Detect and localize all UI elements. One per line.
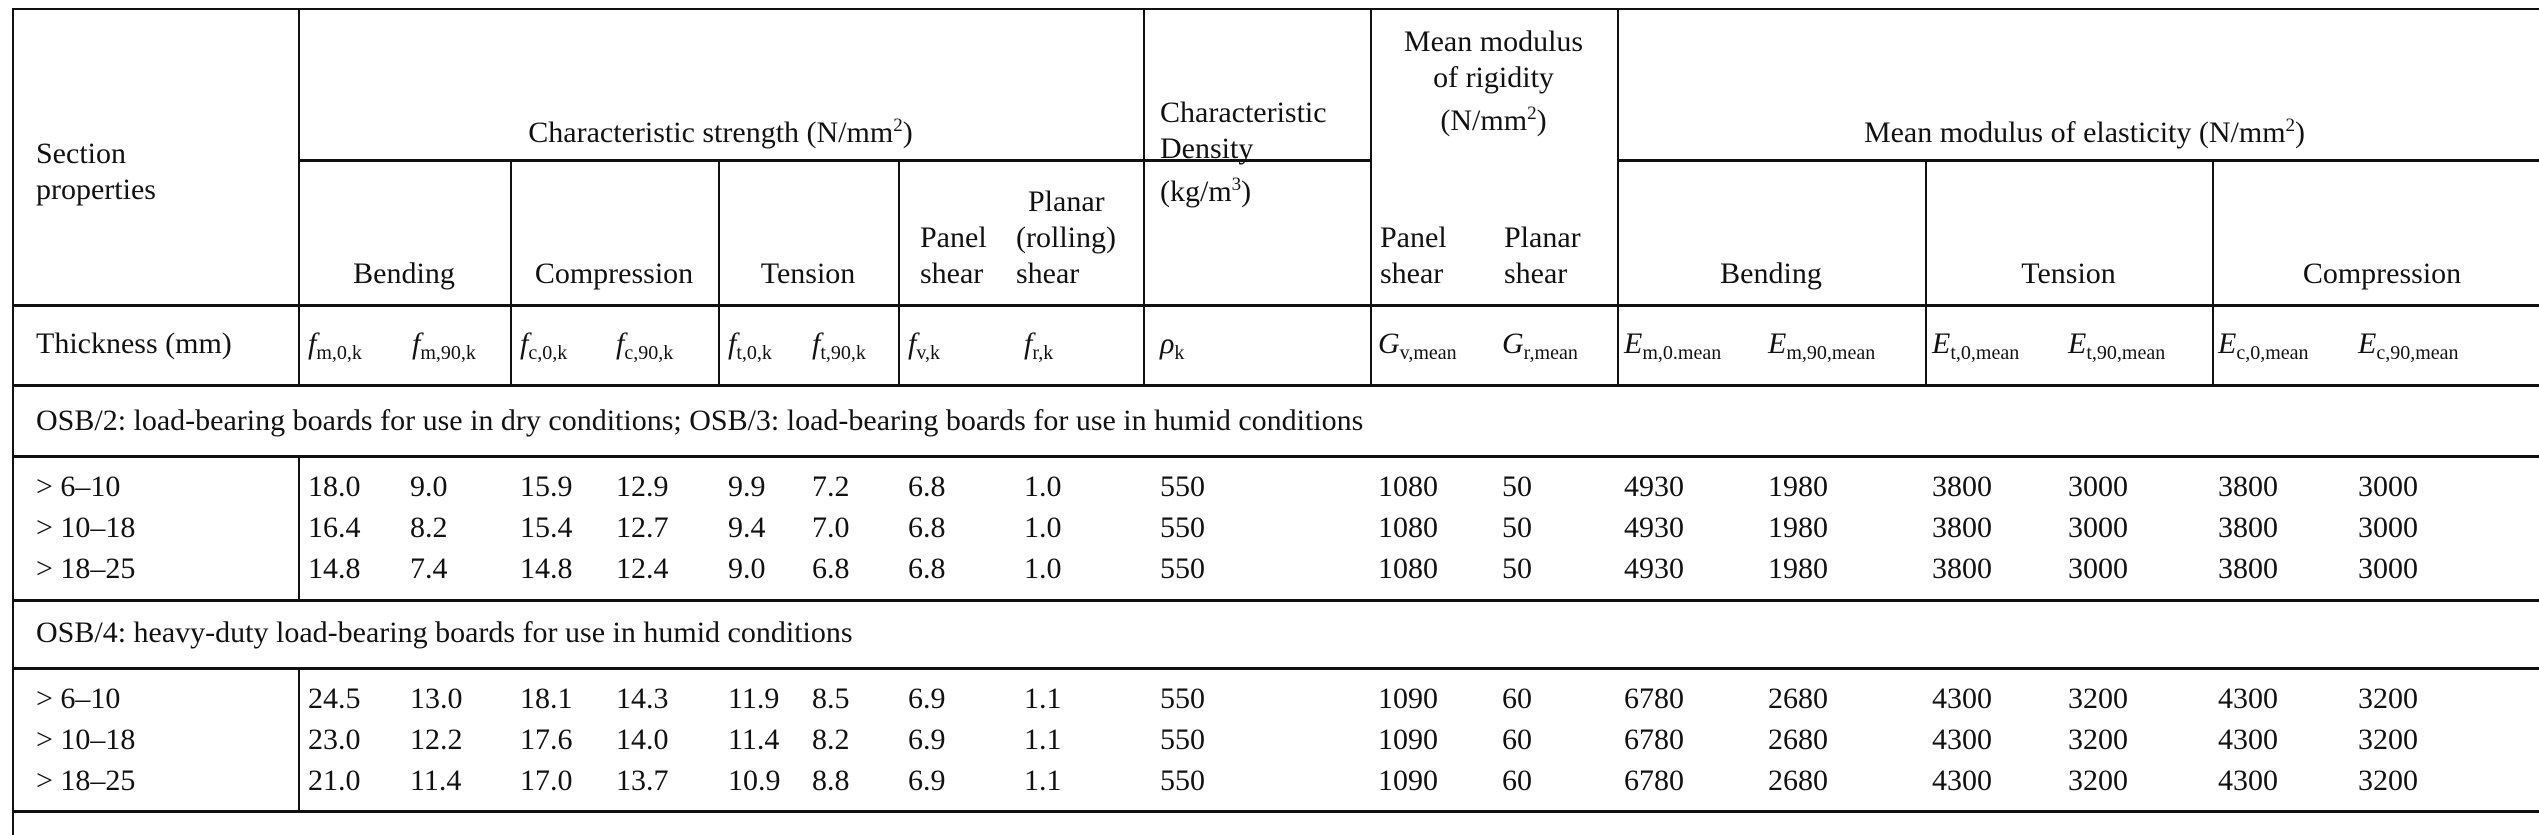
- value-cell: 1.1: [1024, 682, 1062, 715]
- panel-shear-line2: shear: [920, 257, 984, 290]
- col-sep-section: [298, 8, 300, 386]
- value-cell: 6.9: [908, 723, 946, 756]
- value-cell: 3000: [2358, 552, 2418, 585]
- value-cell: 1.1: [1024, 764, 1062, 797]
- value-cell: 7.2: [812, 470, 850, 503]
- value-cell: 50: [1502, 511, 1532, 544]
- symbol-fm90k: [412, 326, 476, 371]
- planar-line1: Planar: [1028, 185, 1105, 218]
- section-title-osb4: OSB/4: heavy-duty load-bearing boards for use in humid conditions: [36, 616, 853, 649]
- elasticity-heading: [1617, 108, 2539, 151]
- rigidity-sup: 2: [1527, 103, 1537, 124]
- value-cell: 6.8: [908, 470, 946, 503]
- value-cell: 8.8: [812, 764, 850, 797]
- value-cell: 4300: [2218, 764, 2278, 797]
- value-cell: 1.0: [1024, 511, 1062, 544]
- section-title-osb2-osb3: OSB/2: load-bearing boards for use in dry conditions; OSB/3: load-bearing boards for use in humid conditions: [36, 404, 1364, 437]
- value-cell: 7.4: [410, 552, 448, 585]
- border-top: [12, 8, 2539, 10]
- symbol-fc90k: [616, 326, 673, 371]
- symbol-sub: t,90,mean: [2086, 342, 2166, 364]
- symbol-sub: m,0,k: [316, 342, 362, 364]
- value-cell: 4930: [1624, 470, 1684, 503]
- rule-section2-title-bottom: [12, 667, 2539, 670]
- rule-header-mid-right: [1617, 159, 2539, 162]
- symbol-sub: r,k: [1032, 342, 1054, 364]
- data-sep-section2: [298, 669, 300, 811]
- rule-section1-title-bottom: [12, 455, 2539, 458]
- symbol-sub: v,mean: [1399, 342, 1457, 364]
- value-cell: 4300: [1932, 723, 1992, 756]
- density-line3: [1160, 167, 1327, 210]
- symbol-et90: [2068, 326, 2165, 371]
- symbol-base: f: [1024, 327, 1033, 360]
- value-cell: 3000: [2068, 511, 2128, 544]
- value-cell: 14.0: [616, 723, 669, 756]
- symbol-base: f: [812, 327, 821, 360]
- value-cell: 550: [1160, 764, 1205, 797]
- char-strength-close: ): [902, 116, 913, 149]
- value-cell: 550: [1160, 552, 1205, 585]
- value-cell: 3800: [1932, 511, 1992, 544]
- value-cell: 17.6: [520, 723, 573, 756]
- value-cell: 6780: [1624, 723, 1684, 756]
- symbol-sub: t,0,k: [736, 342, 772, 364]
- density-heading: [1160, 95, 1327, 210]
- symbol-fc0k: [520, 326, 567, 371]
- value-cell: 16.4: [308, 511, 361, 544]
- symbol-base: E: [1932, 327, 1951, 360]
- value-cell: 550: [1160, 723, 1205, 756]
- symbol-sub: m,0.mean: [1642, 342, 1722, 364]
- value-cell: 3200: [2068, 682, 2128, 715]
- value-cell: 12.4: [616, 552, 669, 585]
- value-cell: 11.9: [728, 682, 780, 715]
- symbol-et0: [1932, 326, 2019, 371]
- symbol-em90: [1768, 326, 1875, 371]
- panel-shear-line1: Panel: [920, 221, 987, 254]
- value-cell: 12.2: [410, 723, 463, 756]
- symbol-sub: c,90,k: [624, 342, 674, 364]
- value-cell: 18.1: [520, 682, 573, 715]
- symbol-gv: [1378, 326, 1457, 371]
- elasticity-text: Mean modulus of elasticity (N/mm: [1863, 116, 2286, 149]
- symbol-sub: k: [1174, 342, 1185, 364]
- value-cell: 1090: [1378, 682, 1438, 715]
- density-line1: Characteristic: [1160, 96, 1327, 129]
- value-cell: 8.5: [812, 682, 850, 715]
- value-cell: 3000: [2068, 470, 2128, 503]
- value-cell: 15.4: [520, 511, 573, 544]
- value-cell: 2680: [1768, 682, 1828, 715]
- data-sep-section1: [298, 457, 300, 600]
- symbol-base: G: [1502, 327, 1524, 360]
- value-cell: 1980: [1768, 470, 1828, 503]
- value-cell: 7.0: [812, 511, 850, 544]
- value-cell: 14.8: [308, 552, 361, 585]
- value-cell: 6.9: [908, 682, 946, 715]
- value-cell: 50: [1502, 470, 1532, 503]
- rig-panel-line1: Panel: [1380, 221, 1447, 254]
- value-cell: 1080: [1378, 470, 1438, 503]
- value-cell: 60: [1502, 764, 1532, 797]
- density-sup: 3: [1231, 174, 1242, 195]
- rig-planar-line2: shear: [1504, 257, 1568, 290]
- rig-panel-line2: shear: [1380, 257, 1444, 290]
- symbol-sub: v,k: [916, 342, 941, 364]
- rigidity-unit: (N/mm: [1440, 104, 1528, 137]
- symbol-base: f: [908, 327, 917, 360]
- subhead-e-compression: Compression: [2302, 257, 2462, 290]
- symbol-gr: [1502, 326, 1578, 371]
- symbol-base: ρ: [1160, 327, 1175, 360]
- value-cell: 1980: [1768, 511, 1828, 544]
- value-cell: 4930: [1624, 511, 1684, 544]
- value-cell: 4300: [2218, 682, 2278, 715]
- thickness-cell: > 6–10: [36, 682, 121, 715]
- value-cell: 21.0: [308, 764, 361, 797]
- value-cell: 6780: [1624, 764, 1684, 797]
- value-cell: 4300: [1932, 764, 1992, 797]
- subhead-panel-shear: [920, 220, 987, 292]
- symbol-base: E: [1624, 327, 1643, 360]
- value-cell: 6.8: [908, 552, 946, 585]
- subhead-planar-rolling-shear: [1016, 184, 1116, 292]
- density-close: ): [1241, 175, 1252, 208]
- elasticity-sup: 2: [2285, 115, 2296, 136]
- symbol-sub: t,0,mean: [1950, 342, 2020, 364]
- value-cell: 3200: [2068, 723, 2128, 756]
- value-cell: 24.5: [308, 682, 361, 715]
- symbol-frk: [1024, 326, 1053, 371]
- value-cell: 9.9: [728, 470, 766, 503]
- value-cell: 3000: [2068, 552, 2128, 585]
- symbol-ft90k: [812, 326, 866, 371]
- subhead-e-tension: Tension: [2021, 257, 2116, 290]
- value-cell: 11.4: [410, 764, 462, 797]
- value-cell: 60: [1502, 723, 1532, 756]
- value-cell: 8.2: [812, 723, 850, 756]
- thickness-cell: > 10–18: [36, 723, 136, 756]
- value-cell: 60: [1502, 682, 1532, 715]
- osb-properties-table: [12, 8, 2539, 812]
- rule-section1-bottom: [12, 599, 2539, 602]
- thickness-cell: > 18–25: [36, 764, 136, 797]
- thickness-cell: > 6–10: [36, 470, 121, 503]
- symbol-sub: r,mean: [1523, 342, 1578, 364]
- value-cell: 6.9: [908, 764, 946, 797]
- subhead-tension: Tension: [760, 257, 856, 290]
- rigidity-close: ): [1536, 104, 1547, 137]
- symbol-sub: m,90,mean: [1786, 342, 1876, 364]
- symbol-base: E: [1768, 327, 1787, 360]
- col-sep-tension: [898, 160, 900, 386]
- value-cell: 1080: [1378, 552, 1438, 585]
- col-sep-rigidity: [1617, 8, 1619, 386]
- value-cell: 6780: [1624, 682, 1684, 715]
- col-sep-shear: [1143, 8, 1145, 386]
- section-properties-label: [36, 136, 156, 208]
- symbol-sub: c,0,k: [528, 342, 568, 364]
- rule-symbols-top: [12, 304, 2539, 307]
- symbol-sub: c,90,mean: [2376, 342, 2459, 364]
- value-cell: 6.8: [812, 552, 850, 585]
- symbol-sub: t,90,k: [820, 342, 866, 364]
- symbol-ec90: [2358, 326, 2459, 371]
- value-cell: 1090: [1378, 764, 1438, 797]
- value-cell: 14.3: [616, 682, 669, 715]
- density-line2: Density: [1160, 132, 1254, 165]
- elasticity-close: ): [2295, 116, 2306, 149]
- symbol-em0: [1624, 326, 1721, 371]
- rule-section2-bottom: [12, 810, 2539, 813]
- symbol-ft0k: [728, 326, 772, 371]
- symbol-base: f: [616, 327, 625, 360]
- value-cell: 3800: [1932, 470, 1992, 503]
- symbol-base: E: [2218, 327, 2237, 360]
- value-cell: 12.7: [616, 511, 669, 544]
- value-cell: 550: [1160, 682, 1205, 715]
- value-cell: 3000: [2358, 511, 2418, 544]
- value-cell: 11.4: [728, 723, 780, 756]
- symbol-sub: c,0,mean: [2236, 342, 2309, 364]
- value-cell: 1980: [1768, 552, 1828, 585]
- value-cell: 13.0: [410, 682, 463, 715]
- value-cell: 14.8: [520, 552, 573, 585]
- symbol-base: G: [1378, 327, 1400, 360]
- value-cell: 3200: [2358, 764, 2418, 797]
- value-cell: 8.2: [410, 511, 448, 544]
- value-cell: 1.0: [1024, 552, 1062, 585]
- density-unit: (kg/m: [1160, 175, 1232, 208]
- thickness-cell: > 10–18: [36, 511, 136, 544]
- section-properties-line2: properties: [36, 173, 156, 206]
- symbol-base: E: [2358, 327, 2377, 360]
- value-cell: 17.0: [520, 764, 573, 797]
- rigidity-line1: Mean modulus: [1403, 25, 1584, 58]
- rigidity-heading: [1370, 24, 1617, 139]
- value-cell: 550: [1160, 511, 1205, 544]
- planar-line2: (rolling): [1016, 221, 1116, 254]
- char-strength-heading: [298, 108, 1143, 151]
- value-cell: 15.9: [520, 470, 573, 503]
- symbol-base: f: [520, 327, 529, 360]
- symbol-base: f: [728, 327, 737, 360]
- value-cell: 3800: [2218, 470, 2278, 503]
- rigidity-line2: of rigidity: [1433, 61, 1554, 94]
- value-cell: 13.7: [616, 764, 669, 797]
- symbol-sub: m,90,k: [420, 342, 476, 364]
- value-cell: 4300: [2218, 723, 2278, 756]
- symbol-fm0k: [308, 326, 362, 371]
- value-cell: 18.0: [308, 470, 361, 503]
- value-cell: 3200: [2068, 764, 2128, 797]
- symbol-rhok: [1160, 326, 1184, 371]
- rule-symbols-bottom: [12, 384, 2539, 387]
- value-cell: 4300: [1932, 682, 1992, 715]
- value-cell: 4930: [1624, 552, 1684, 585]
- section-properties-line1: Section: [36, 137, 126, 170]
- value-cell: 9.0: [728, 552, 766, 585]
- subhead-bending: Bending: [353, 257, 455, 290]
- value-cell: 2680: [1768, 764, 1828, 797]
- symbol-ec0: [2218, 326, 2309, 371]
- value-cell: 1090: [1378, 723, 1438, 756]
- value-cell: 12.9: [616, 470, 669, 503]
- char-strength-text: Characteristic strength (N/mm: [528, 116, 894, 149]
- symbol-fvk: [908, 326, 940, 371]
- symbol-base: f: [308, 327, 317, 360]
- value-cell: 3800: [1932, 552, 1992, 585]
- value-cell: 9.4: [728, 511, 766, 544]
- char-strength-sup: 2: [893, 115, 903, 136]
- value-cell: 9.0: [410, 470, 448, 503]
- planar-line3: shear: [1016, 257, 1080, 290]
- value-cell: 3800: [2218, 511, 2278, 544]
- border-left: [12, 8, 14, 835]
- value-cell: 3200: [2358, 723, 2418, 756]
- subhead-rigidity-planar-shear: [1504, 220, 1581, 292]
- thickness-label: Thickness (mm): [36, 327, 232, 360]
- symbol-base: E: [2068, 327, 2087, 360]
- value-cell: 6.8: [908, 511, 946, 544]
- thickness-cell: > 18–25: [36, 552, 136, 585]
- value-cell: 1080: [1378, 511, 1438, 544]
- value-cell: 10.9: [728, 764, 781, 797]
- subhead-compression: Compression: [534, 257, 694, 290]
- rig-planar-line1: Planar: [1504, 221, 1581, 254]
- subhead-e-bending: Bending: [1720, 257, 1822, 290]
- subhead-rigidity-panel-shear: [1380, 220, 1447, 292]
- value-cell: 3800: [2218, 552, 2278, 585]
- value-cell: 3200: [2358, 682, 2418, 715]
- value-cell: 1.0: [1024, 470, 1062, 503]
- symbol-base: f: [412, 327, 421, 360]
- rigidity-line3: [1370, 96, 1617, 139]
- value-cell: 550: [1160, 470, 1205, 503]
- value-cell: 3000: [2358, 470, 2418, 503]
- value-cell: 50: [1502, 552, 1532, 585]
- value-cell: 2680: [1768, 723, 1828, 756]
- value-cell: 1.1: [1024, 723, 1062, 756]
- value-cell: 23.0: [308, 723, 361, 756]
